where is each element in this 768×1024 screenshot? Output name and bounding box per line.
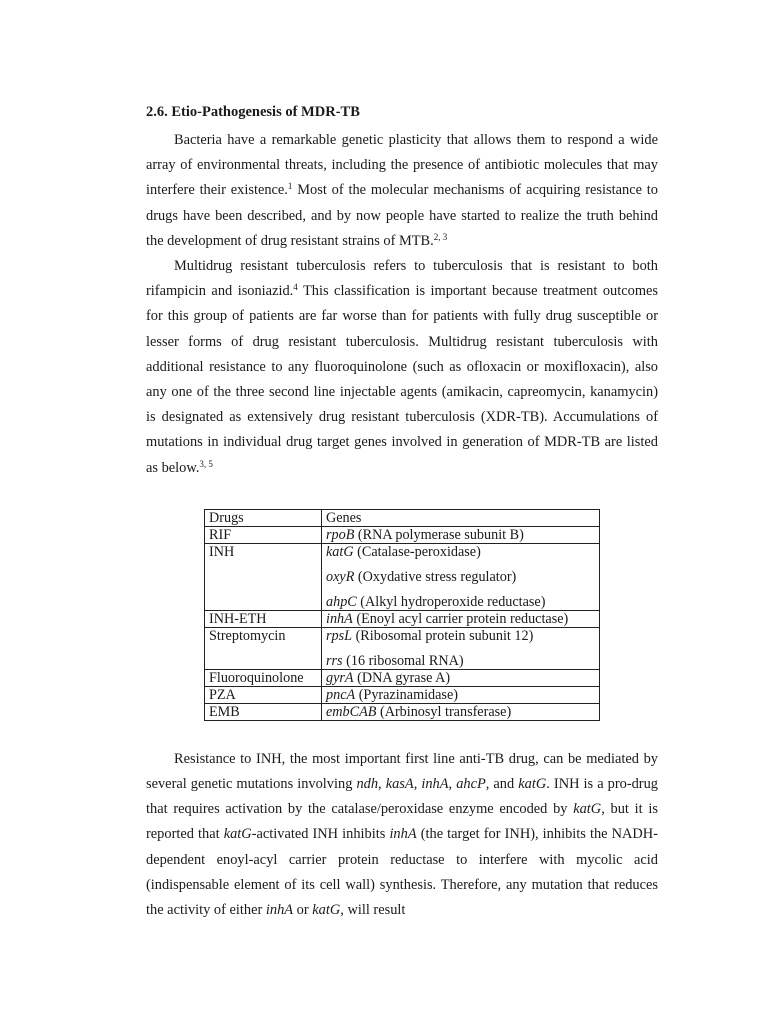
drug-cell: PZA (205, 686, 322, 703)
table-header-genes: Genes (322, 509, 600, 526)
gene-entry (326, 653, 595, 669)
citation-1: 1 (287, 181, 293, 192)
gene-name: ahcP (456, 776, 486, 793)
section-heading: 2.6. Etio-Pathogenesis of MDR-TB (146, 104, 360, 120)
gene-entry (326, 569, 595, 585)
table-row (205, 610, 600, 627)
gene-entry (326, 687, 595, 703)
paragraph-2-text-b: This classification is important because treatment outcomes for this group of patients are far worse than for patients with fully drug susceptible or lesser forms of drug resistant tuberculosis. Multidrug resistant tuberculosis with additional resistance to any fluoroquinolone (such as ofloxacin or moxifloxacin), also any one of the three second line injectable agents (amikacin, capreomycin, kanamycin) is designated as extensively drug resistant tuberculosis (XDR-TB). Accumulations of mutations in individual drug target genes involved in generation of MDR-TB are listed as below. (146, 283, 658, 476)
gene-name: pncA (326, 686, 356, 703)
gene-name: oxyR (326, 568, 355, 585)
gene-description: (Catalase-peroxidase) (353, 543, 481, 560)
gene-entry (326, 594, 595, 610)
gene-name: inhA (421, 776, 449, 793)
gene-description: (Oxydative stress regulator) (354, 568, 517, 585)
paragraph-3-text: Resistance to INH, the most important first line anti-TB drug, can be mediated by several genetic mutations involving (146, 750, 658, 793)
gene-name: inhA (389, 826, 417, 843)
table-header-row (205, 509, 600, 526)
citation-3-5: 3, 5 (199, 458, 213, 469)
gene-description: (Arbinosyl transferase) (376, 703, 512, 720)
paragraph-1 (146, 128, 658, 254)
gene-name: embCAB (326, 703, 377, 720)
gene-name: rrs (326, 652, 343, 669)
gene-description: (RNA polymerase subunit B) (354, 526, 524, 543)
gene-name: katG (223, 826, 252, 843)
table-row (205, 543, 600, 610)
gene-description: (Ribosomal protein subunit 12) (352, 627, 534, 644)
table-row (205, 703, 600, 720)
gene-description: (16 ribosomal RNA) (342, 652, 464, 669)
gene-name: ndh (356, 776, 379, 793)
genes-cell (322, 627, 600, 669)
gene-description: (Alkyl hydroperoxide reductase) (356, 593, 546, 610)
gene-name: katG (518, 776, 547, 793)
gene-name: gyrA (326, 669, 354, 686)
gene-entry (326, 544, 595, 560)
gene-name: rpoB (326, 526, 355, 543)
paragraph-3-text: , (413, 776, 422, 793)
gene-name: inhA (326, 610, 353, 627)
drug-cell: INH (205, 543, 322, 610)
paragraph-3-text: or (293, 902, 313, 919)
gene-name: rpsL (326, 627, 353, 644)
drug-cell: EMB (205, 703, 322, 720)
gene-entry (326, 670, 595, 686)
gene-name: kasA (385, 776, 414, 793)
genes-cell (322, 669, 600, 686)
gene-name: katG (326, 543, 354, 560)
drug-cell: RIF (205, 526, 322, 543)
paragraph-3-text: , (448, 776, 457, 793)
genes-cell (322, 610, 600, 627)
paragraph-3-text: , (378, 776, 386, 793)
gene-name: inhA (265, 902, 294, 919)
gene-entry (326, 704, 595, 720)
gene-entry (326, 628, 595, 644)
paragraph-3-text: -activated INH inhibits (251, 826, 390, 843)
table-row (205, 627, 600, 669)
citation-4: 4 (293, 282, 298, 293)
paragraph-3 (146, 747, 658, 923)
drug-gene-table (204, 509, 600, 721)
gene-entry (326, 527, 595, 543)
paragraph-1-text-b: Most of the molecular mechanisms of acquiring resistance to drugs have been described, and by now people have started to realize the truth behind the development of drug resistant strains of MTB. (146, 182, 658, 249)
paragraph-2 (146, 254, 658, 481)
paragraph-3-text: , but it is reported that (146, 801, 658, 843)
table-body (205, 526, 600, 720)
genes-cell (322, 686, 600, 703)
genes-cell (322, 526, 600, 543)
gene-name: katG (573, 801, 602, 818)
document-body (146, 103, 658, 923)
gene-description: (Enoyl acyl carrier protein reductase) (352, 610, 569, 627)
paragraph-1-text-a: Bacteria have a remarkable genetic plasticity that allows them to respond a wide array of environmental threats, including the presence of antibiotic molecules that may interfere their existence. (146, 132, 658, 199)
table-row (205, 526, 600, 543)
genes-cell (322, 543, 600, 610)
table-row (205, 686, 600, 703)
drug-cell: Fluoroquinolone (205, 669, 322, 686)
genes-cell (322, 703, 600, 720)
citation-2-3: 2, 3 (433, 231, 448, 242)
gene-name: katG (312, 902, 341, 919)
paragraph-3-text: . INH is a pro-drug that requires activation by the catalase/peroxidase enzyme encoded by (146, 776, 658, 818)
drug-cell: INH-ETH (205, 610, 322, 627)
paragraph-3-text: , will result (340, 902, 406, 919)
gene-name: ahpC (326, 593, 357, 610)
drug-cell: Streptomycin (205, 627, 322, 669)
table-row (205, 669, 600, 686)
gene-entry (326, 611, 595, 627)
gene-description: (Pyrazinamidase) (355, 686, 458, 703)
table-header-drugs: Drugs (205, 509, 322, 526)
gene-description: (DNA gyrase A) (353, 669, 451, 686)
paragraph-3-text: (the target for INH), inhibits the NADH-dependent enoyl-acyl carrier protein reductase to interfere with mycolic acid (indispensable element of its cell wall) synthesis. Therefore, any mutation that reduces the activity of either (146, 826, 658, 919)
paragraph-2-text-a: Multidrug resistant tuberculosis refers to tuberculosis that is resistant to both rifampicin and isoniazid. (146, 258, 658, 300)
paragraph-3-text: , and (485, 776, 519, 793)
